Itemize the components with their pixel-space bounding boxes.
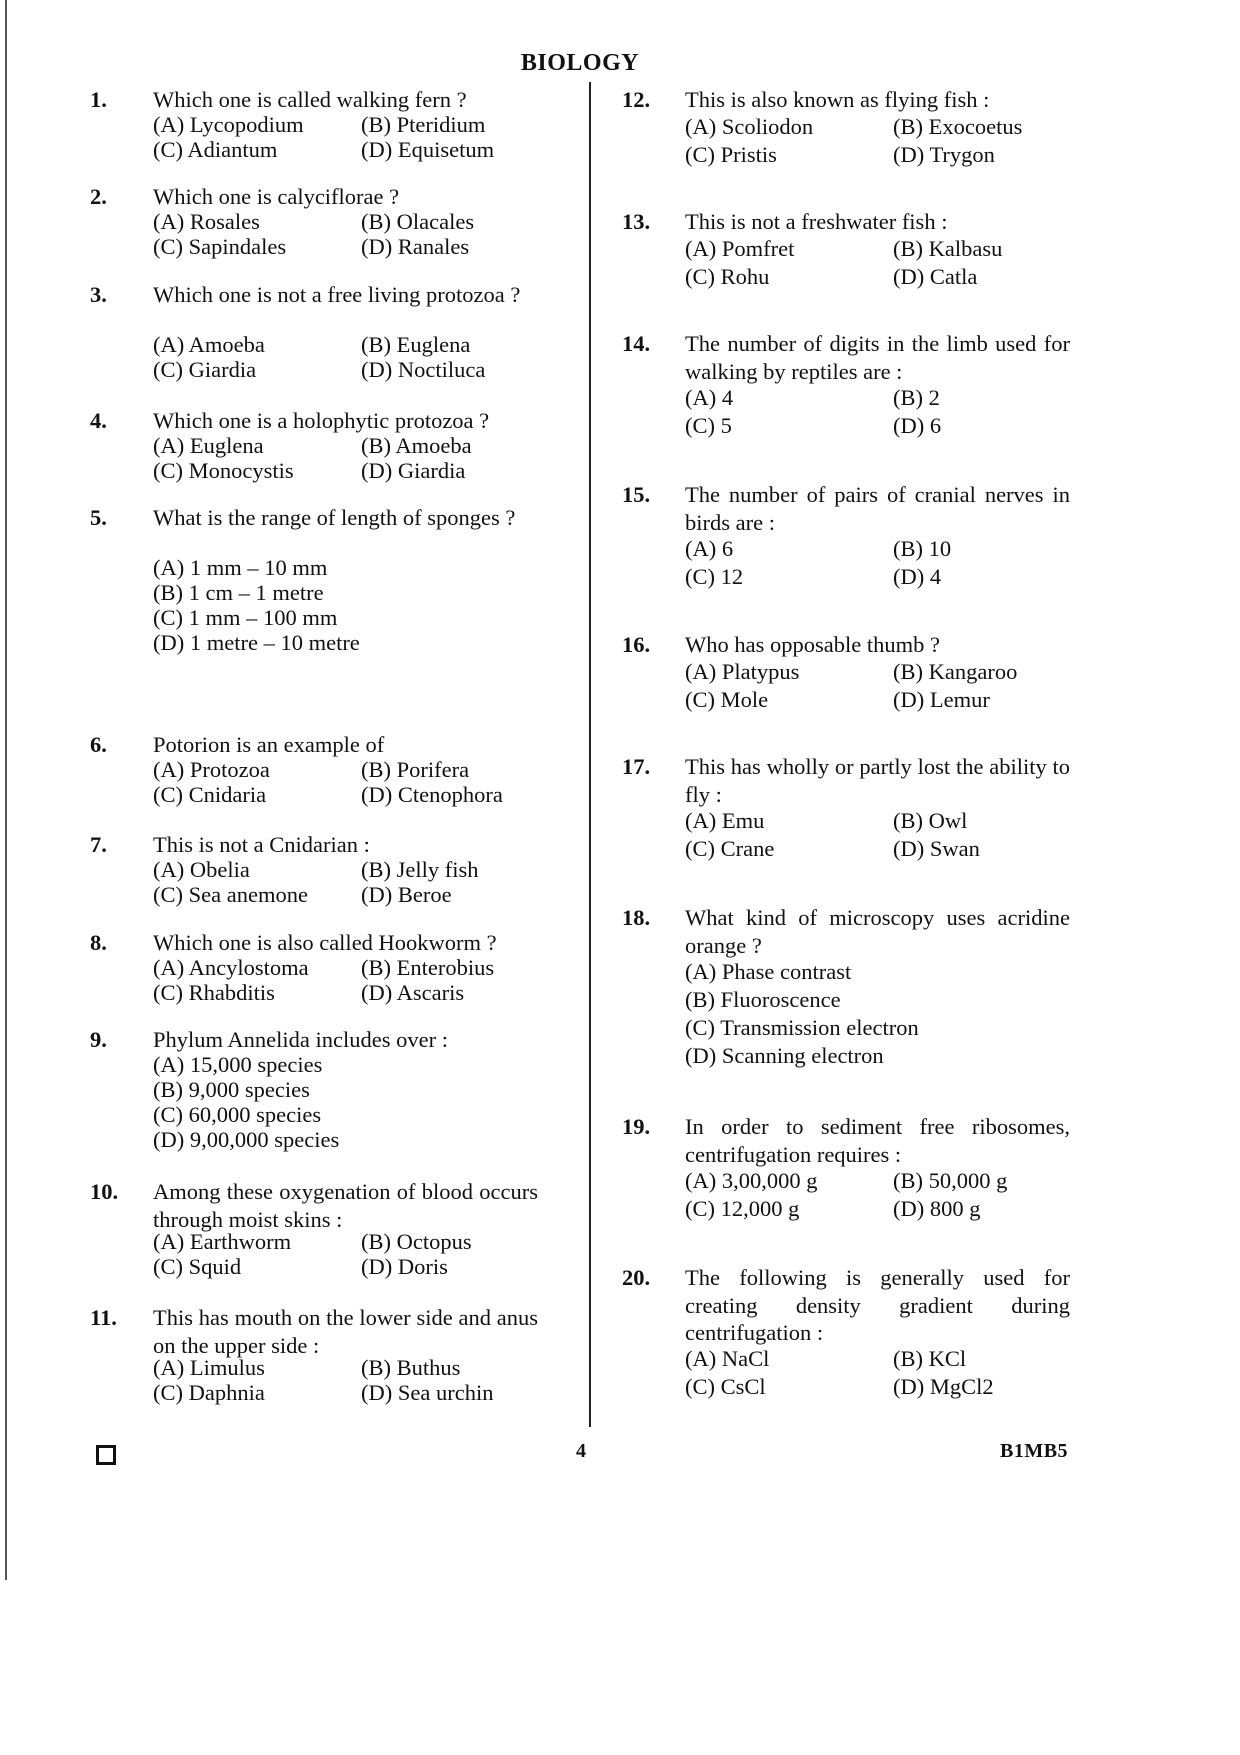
- option-c[interactable]: (C) Crane: [685, 836, 775, 861]
- question-text: Which one is not a free living protozoa ?: [153, 282, 521, 307]
- option-b[interactable]: (B) 1 cm – 1 metre: [153, 580, 324, 605]
- question-text: Which one is also called Hookworm ?: [153, 930, 497, 955]
- option-b[interactable]: (B) Enterobius: [361, 955, 495, 980]
- option-c[interactable]: (C) Sea anemone: [153, 882, 308, 907]
- option-a[interactable]: (A) Pomfret: [685, 236, 795, 261]
- option-a[interactable]: (A) Earthworm: [153, 1229, 292, 1254]
- question-number: 8.: [90, 930, 107, 955]
- question-number: 7.: [90, 832, 107, 857]
- option-b[interactable]: (B) 10: [893, 536, 952, 561]
- option-b[interactable]: (B) Exocoetus: [893, 114, 1023, 139]
- option-a[interactable]: (A) 1 mm – 10 mm: [153, 555, 328, 580]
- option-a[interactable]: (A) Emu: [685, 808, 765, 833]
- option-d[interactable]: (D) 4: [893, 564, 942, 589]
- question-text: What kind of microscopy uses acridine orange ?: [685, 905, 1070, 958]
- question-text: This has wholly or partly lost the ability to fly :: [685, 754, 1070, 807]
- option-d[interactable]: (D) Noctiluca: [361, 357, 486, 382]
- question-number: 13.: [622, 209, 651, 234]
- question-text: Which one is called walking fern ?: [153, 87, 467, 112]
- option-d[interactable]: (D) Sea urchin: [361, 1380, 494, 1405]
- option-b[interactable]: (B) KCl: [893, 1346, 967, 1371]
- question-number: 2.: [90, 184, 107, 209]
- option-c[interactable]: (C) 12: [685, 564, 744, 589]
- option-d[interactable]: (D) 9,00,000 species: [153, 1127, 340, 1152]
- option-c[interactable]: (C) Giardia: [153, 357, 257, 382]
- page-title: BIOLOGY: [520, 50, 640, 76]
- question-text: This is not a freshwater fish :: [685, 209, 948, 234]
- option-d[interactable]: (D) Equisetum: [361, 137, 495, 162]
- option-d[interactable]: (D) Giardia: [361, 458, 466, 483]
- page-number: 4: [576, 1440, 586, 1462]
- question-number: 10.: [90, 1179, 119, 1204]
- booklet-code: B1MB5: [1000, 1440, 1069, 1462]
- option-d[interactable]: (D) Scanning electron: [685, 1043, 884, 1068]
- option-b[interactable]: (B) 9,000 species: [153, 1077, 310, 1102]
- option-d[interactable]: (D) Catla: [893, 264, 978, 289]
- option-b[interactable]: (B) Kalbasu: [893, 236, 1003, 261]
- option-b[interactable]: (B) Olacales: [361, 209, 475, 234]
- option-b[interactable]: (B) Buthus: [361, 1355, 461, 1380]
- option-a[interactable]: (A) 15,000 species: [153, 1052, 323, 1077]
- question-number: 3.: [90, 282, 107, 307]
- option-a[interactable]: (A) 4: [685, 385, 734, 410]
- option-d[interactable]: (D) Trygon: [893, 142, 995, 167]
- option-b[interactable]: (B) Porifera: [361, 757, 470, 782]
- question-text: This has mouth on the lower side and anus on the upper side :: [153, 1305, 538, 1358]
- option-c[interactable]: (C) 12,000 g: [685, 1196, 800, 1221]
- option-d[interactable]: (D) Ranales: [361, 234, 470, 259]
- page-margin-rule: [5, 0, 7, 1580]
- option-a[interactable]: (A) Lycopodium: [153, 112, 304, 137]
- question-number: 14.: [622, 331, 651, 356]
- option-c[interactable]: (C) Mole: [685, 687, 769, 712]
- option-a[interactable]: (A) Protozoa: [153, 757, 270, 782]
- question-text: The following is generally used for creating density gradient during centrifugation :: [685, 1265, 1070, 1345]
- option-d[interactable]: (D) 1 metre – 10 metre: [153, 630, 360, 655]
- question-number: 4.: [90, 408, 107, 433]
- question-number: 6.: [90, 732, 107, 757]
- option-d[interactable]: (D) 6: [893, 413, 942, 438]
- option-c[interactable]: (C) Pristis: [685, 142, 777, 167]
- option-a[interactable]: (A) 3,00,000 g: [685, 1168, 818, 1193]
- option-a[interactable]: (A) NaCl: [685, 1346, 770, 1371]
- option-b[interactable]: (B) 2: [893, 385, 940, 410]
- option-d[interactable]: (D) Swan: [893, 836, 980, 861]
- option-c[interactable]: (C) 60,000 species: [153, 1102, 322, 1127]
- option-b[interactable]: (B) Owl: [893, 808, 968, 833]
- question-text: In order to sediment free ribosomes, centrifugation requires :: [685, 1114, 1070, 1167]
- option-d[interactable]: (D) Beroe: [361, 882, 452, 907]
- question-text: Which one is calyciflorae ?: [153, 184, 400, 209]
- option-a[interactable]: (A) Euglena: [153, 433, 264, 458]
- option-d[interactable]: (D) Ctenophora: [361, 782, 503, 807]
- option-d[interactable]: (D) MgCl2: [893, 1374, 994, 1399]
- question-text: Among these oxygenation of blood occurs through moist skins :: [153, 1179, 538, 1232]
- option-a[interactable]: (A) Scoliodon: [685, 114, 814, 139]
- question-number: 19.: [622, 1114, 651, 1139]
- option-b[interactable]: (B) Amoeba: [361, 433, 472, 458]
- option-a[interactable]: (A) 6: [685, 536, 734, 561]
- option-c[interactable]: (C) Sapindales: [153, 234, 287, 259]
- option-b[interactable]: (B) 50,000 g: [893, 1168, 1008, 1193]
- option-c[interactable]: (C) 1 mm – 100 mm: [153, 605, 338, 630]
- option-b[interactable]: (B) Octopus: [361, 1229, 472, 1254]
- option-c[interactable]: (C) 5: [685, 413, 732, 438]
- question-text: Which one is a holophytic protozoa ?: [153, 408, 490, 433]
- option-a[interactable]: (A) Ancylostoma: [153, 955, 309, 980]
- option-c[interactable]: (C) Rohu: [685, 264, 770, 289]
- option-b[interactable]: (B) Pteridium: [361, 112, 486, 137]
- option-b[interactable]: (B) Fluoroscence: [685, 987, 841, 1012]
- option-b[interactable]: (B) Kangaroo: [893, 659, 1018, 684]
- option-a[interactable]: (A) Rosales: [153, 209, 260, 234]
- footer-square-icon: [96, 1445, 116, 1465]
- question-number: 16.: [622, 632, 651, 657]
- question-number: 5.: [90, 505, 107, 530]
- question-number: 1.: [90, 87, 107, 112]
- option-c[interactable]: (C) Squid: [153, 1254, 242, 1279]
- option-d[interactable]: (D) Doris: [361, 1254, 448, 1279]
- question-number: 11.: [90, 1305, 117, 1330]
- question-number: 17.: [622, 754, 651, 779]
- column-divider: [589, 82, 591, 1427]
- option-d[interactable]: (D) 800 g: [893, 1196, 981, 1221]
- option-b[interactable]: (B) Euglena: [361, 332, 471, 357]
- option-a[interactable]: (A) Amoeba: [153, 332, 265, 357]
- option-a[interactable]: (A) Phase contrast: [685, 959, 852, 984]
- question-number: 15.: [622, 482, 651, 507]
- option-b[interactable]: (B) Jelly fish: [361, 857, 479, 882]
- option-c[interactable]: (C) Adiantum: [153, 137, 278, 162]
- question-number: 20.: [622, 1265, 651, 1290]
- question-text: Potorion is an example of: [153, 732, 385, 757]
- option-c[interactable]: (C) Rhabditis: [153, 980, 275, 1005]
- option-a[interactable]: (A) Obelia: [153, 857, 250, 882]
- option-c[interactable]: (C) Monocystis: [153, 458, 294, 483]
- option-d[interactable]: (D) Ascaris: [361, 980, 465, 1005]
- option-a[interactable]: (A) Platypus: [685, 659, 800, 684]
- option-c[interactable]: (C) Daphnia: [153, 1380, 265, 1405]
- question-text: Who has opposable thumb ?: [685, 632, 940, 657]
- option-d[interactable]: (D) Lemur: [893, 687, 990, 712]
- option-c[interactable]: (C) CsCl: [685, 1374, 766, 1399]
- question-number: 18.: [622, 905, 651, 930]
- option-a[interactable]: (A) Limulus: [153, 1355, 265, 1380]
- question-text: The number of digits in the limb used for walking by reptiles are :: [685, 331, 1070, 384]
- option-c[interactable]: (C) Transmission electron: [685, 1015, 919, 1040]
- question-text: What is the range of length of sponges ?: [153, 505, 516, 530]
- question-text: The number of pairs of cranial nerves in birds are :: [685, 482, 1070, 535]
- question-number: 12.: [622, 87, 651, 112]
- question-text: Phylum Annelida includes over :: [153, 1027, 448, 1052]
- question-number: 9.: [90, 1027, 107, 1052]
- question-text: This is not a Cnidarian :: [153, 832, 370, 857]
- question-text: This is also known as flying fish :: [685, 87, 990, 112]
- option-c[interactable]: (C) Cnidaria: [153, 782, 267, 807]
